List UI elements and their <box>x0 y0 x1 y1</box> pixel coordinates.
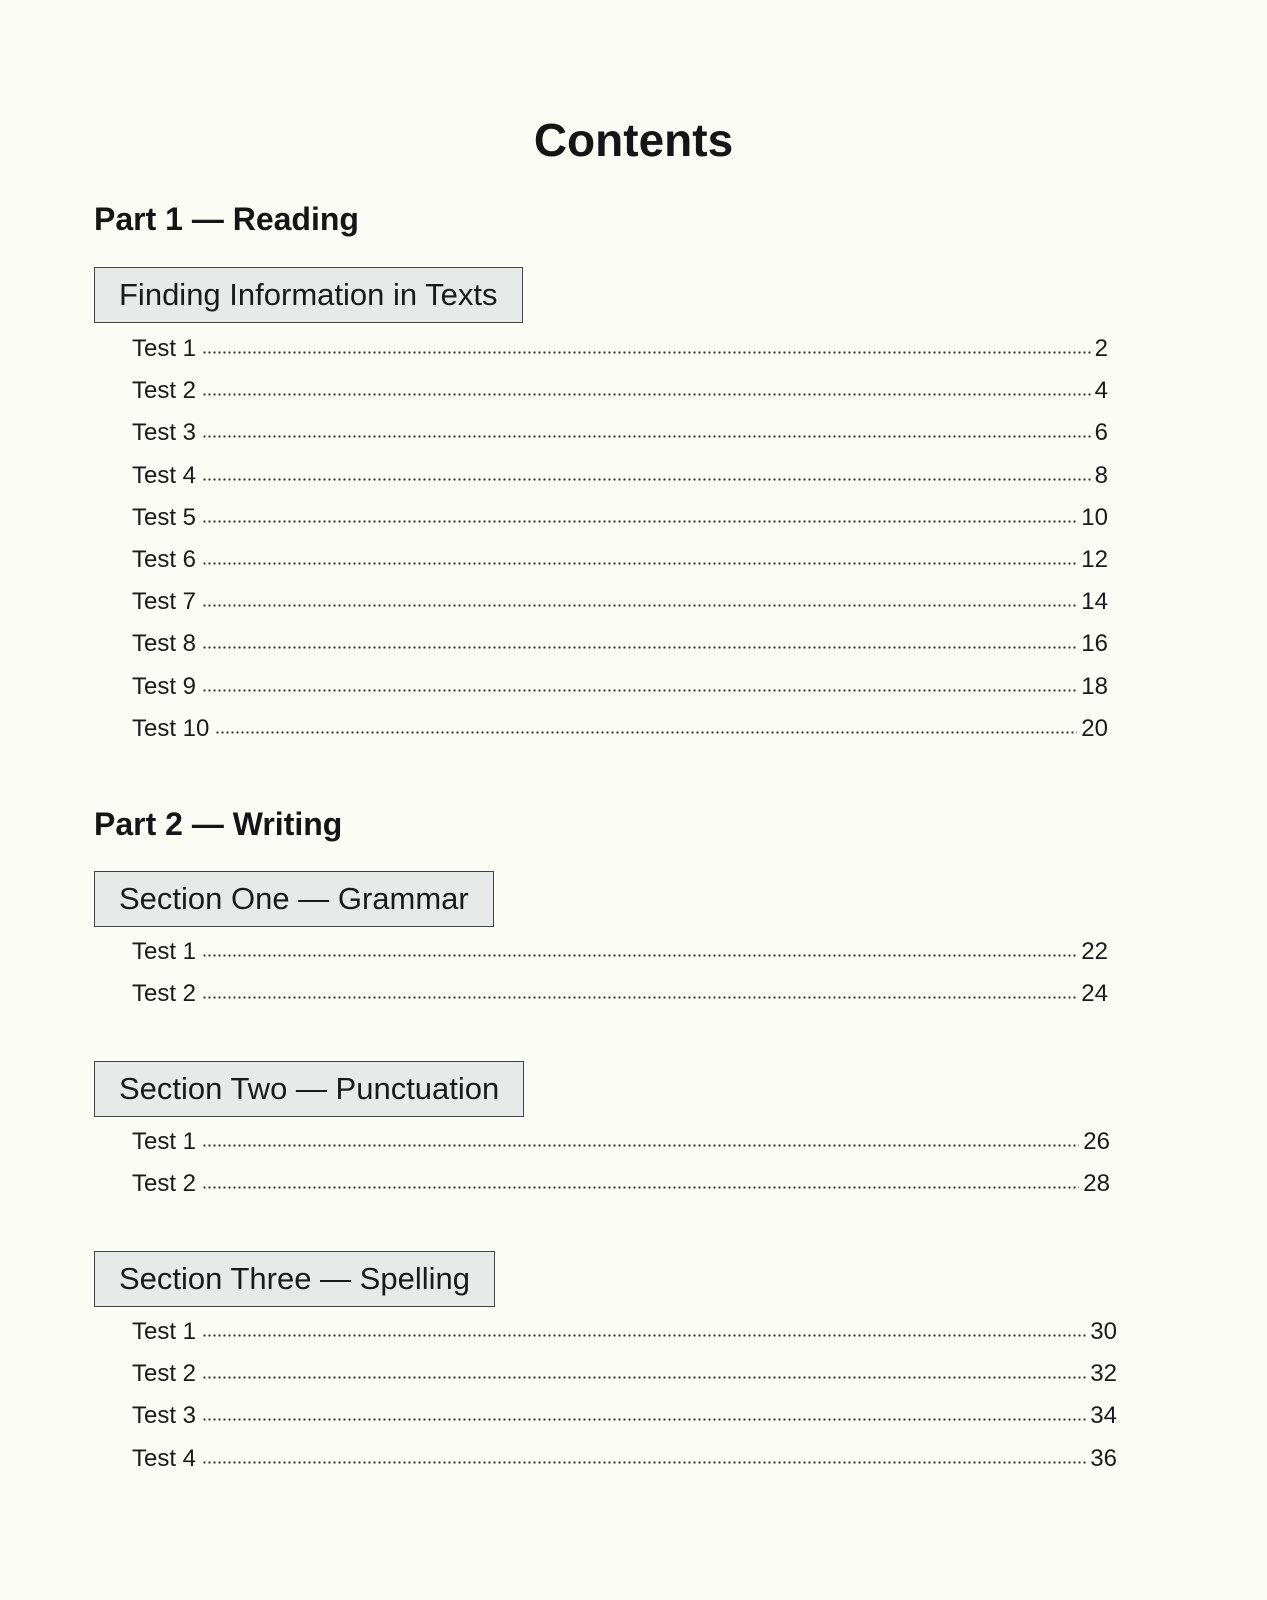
toc-entry-label: Test 1 <box>132 938 197 965</box>
toc-entry-label: Test 4 <box>132 461 197 489</box>
dot-leader <box>202 1186 1079 1189</box>
toc-entry-label: Test 4 <box>132 1444 197 1472</box>
toc-list-spelling <box>132 1317 1117 1486</box>
toc-entry <box>132 461 1108 503</box>
dot-leader <box>215 731 1077 734</box>
dot-leader <box>202 646 1077 649</box>
page-title: Contents <box>533 114 734 166</box>
toc-entry <box>132 937 1108 979</box>
section-punctuation: Section Two — Punctuation <box>94 1061 524 1117</box>
dot-leader <box>202 1376 1086 1379</box>
toc-entry-label: Test 3 <box>132 1402 197 1430</box>
toc-entry-page-number: 26 <box>1083 1128 1110 1155</box>
toc-entry-label: Test 2 <box>132 980 197 1008</box>
part-1-heading: Part 1 — Reading <box>94 201 359 237</box>
toc-entry <box>132 672 1108 714</box>
toc-entry-page-number: 12 <box>1081 545 1108 573</box>
toc-entry-label: Test 6 <box>132 545 197 573</box>
toc-entry <box>132 1401 1117 1443</box>
dot-leader <box>202 435 1091 438</box>
toc-entry-label: Test 5 <box>132 503 197 531</box>
toc-entry <box>132 979 1108 1021</box>
toc-entry <box>132 503 1108 545</box>
toc-entry-page-number: 24 <box>1081 980 1108 1008</box>
dot-leader <box>202 562 1077 565</box>
toc-entry-label: Test 3 <box>132 419 197 447</box>
toc-entry-page-number: 32 <box>1090 1360 1117 1388</box>
toc-entry-page-number: 34 <box>1090 1402 1117 1430</box>
toc-entry-page-number: 22 <box>1081 938 1108 965</box>
toc-entry-page-number: 16 <box>1081 630 1108 658</box>
toc-entry <box>132 629 1108 671</box>
dot-leader <box>202 996 1077 999</box>
toc-entry <box>132 545 1108 587</box>
toc-entry-label: Test 8 <box>132 630 197 658</box>
toc-entry-label: Test 1 <box>132 335 197 362</box>
toc-entry-page-number: 10 <box>1081 503 1108 531</box>
toc-entry-label: Test 2 <box>132 1170 197 1198</box>
toc-list-punctuation <box>132 1127 1110 1211</box>
toc-entry <box>132 376 1108 418</box>
toc-entry-page-number: 14 <box>1081 588 1108 616</box>
section-spelling: Section Three — Spelling <box>94 1251 495 1307</box>
toc-entry-page-number: 18 <box>1081 672 1108 700</box>
dot-leader <box>202 1461 1086 1464</box>
toc-entry-label: Test 10 <box>132 714 210 742</box>
toc-entry <box>132 334 1108 376</box>
toc-entry <box>132 587 1108 629</box>
toc-entry-page-number: 28 <box>1083 1170 1110 1198</box>
dot-leader <box>202 604 1077 607</box>
toc-entry-page-number: 6 <box>1094 419 1108 447</box>
dot-leader <box>202 1334 1086 1337</box>
toc-entry-label: Test 1 <box>132 1318 197 1345</box>
toc-entry <box>132 418 1108 460</box>
toc-entry-page-number: 36 <box>1090 1444 1117 1472</box>
dot-leader <box>202 478 1091 481</box>
dot-leader <box>202 954 1077 957</box>
toc-entry-page-number: 8 <box>1094 461 1108 489</box>
section-grammar: Section One — Grammar <box>94 871 494 927</box>
toc-entry <box>132 1127 1110 1169</box>
toc-entry-label: Test 7 <box>132 588 197 616</box>
dot-leader <box>202 393 1091 396</box>
toc-list-grammar <box>132 937 1108 1021</box>
toc-entry <box>132 714 1108 756</box>
toc-entry-label: Test 9 <box>132 672 197 700</box>
toc-entry-page-number: 2 <box>1094 335 1108 362</box>
toc-entry <box>132 1359 1117 1401</box>
toc-entry-page-number: 4 <box>1094 377 1108 405</box>
toc-entry <box>132 1169 1110 1211</box>
toc-entry-page-number: 20 <box>1081 714 1108 742</box>
dot-leader <box>202 689 1077 692</box>
part-2-heading: Part 2 — Writing <box>94 806 343 842</box>
dot-leader <box>202 1418 1086 1421</box>
dot-leader <box>202 520 1077 523</box>
toc-entry-page-number: 30 <box>1090 1318 1117 1345</box>
toc-entry-label: Test 2 <box>132 377 197 405</box>
toc-entry-label: Test 1 <box>132 1128 197 1155</box>
dot-leader <box>202 1144 1079 1147</box>
toc-entry <box>132 1444 1117 1486</box>
toc-entry <box>132 1317 1117 1359</box>
toc-list-finding-information <box>132 334 1108 756</box>
dot-leader <box>202 351 1091 354</box>
toc-entry-label: Test 2 <box>132 1360 197 1388</box>
section-finding-information: Finding Information in Texts <box>94 267 523 323</box>
